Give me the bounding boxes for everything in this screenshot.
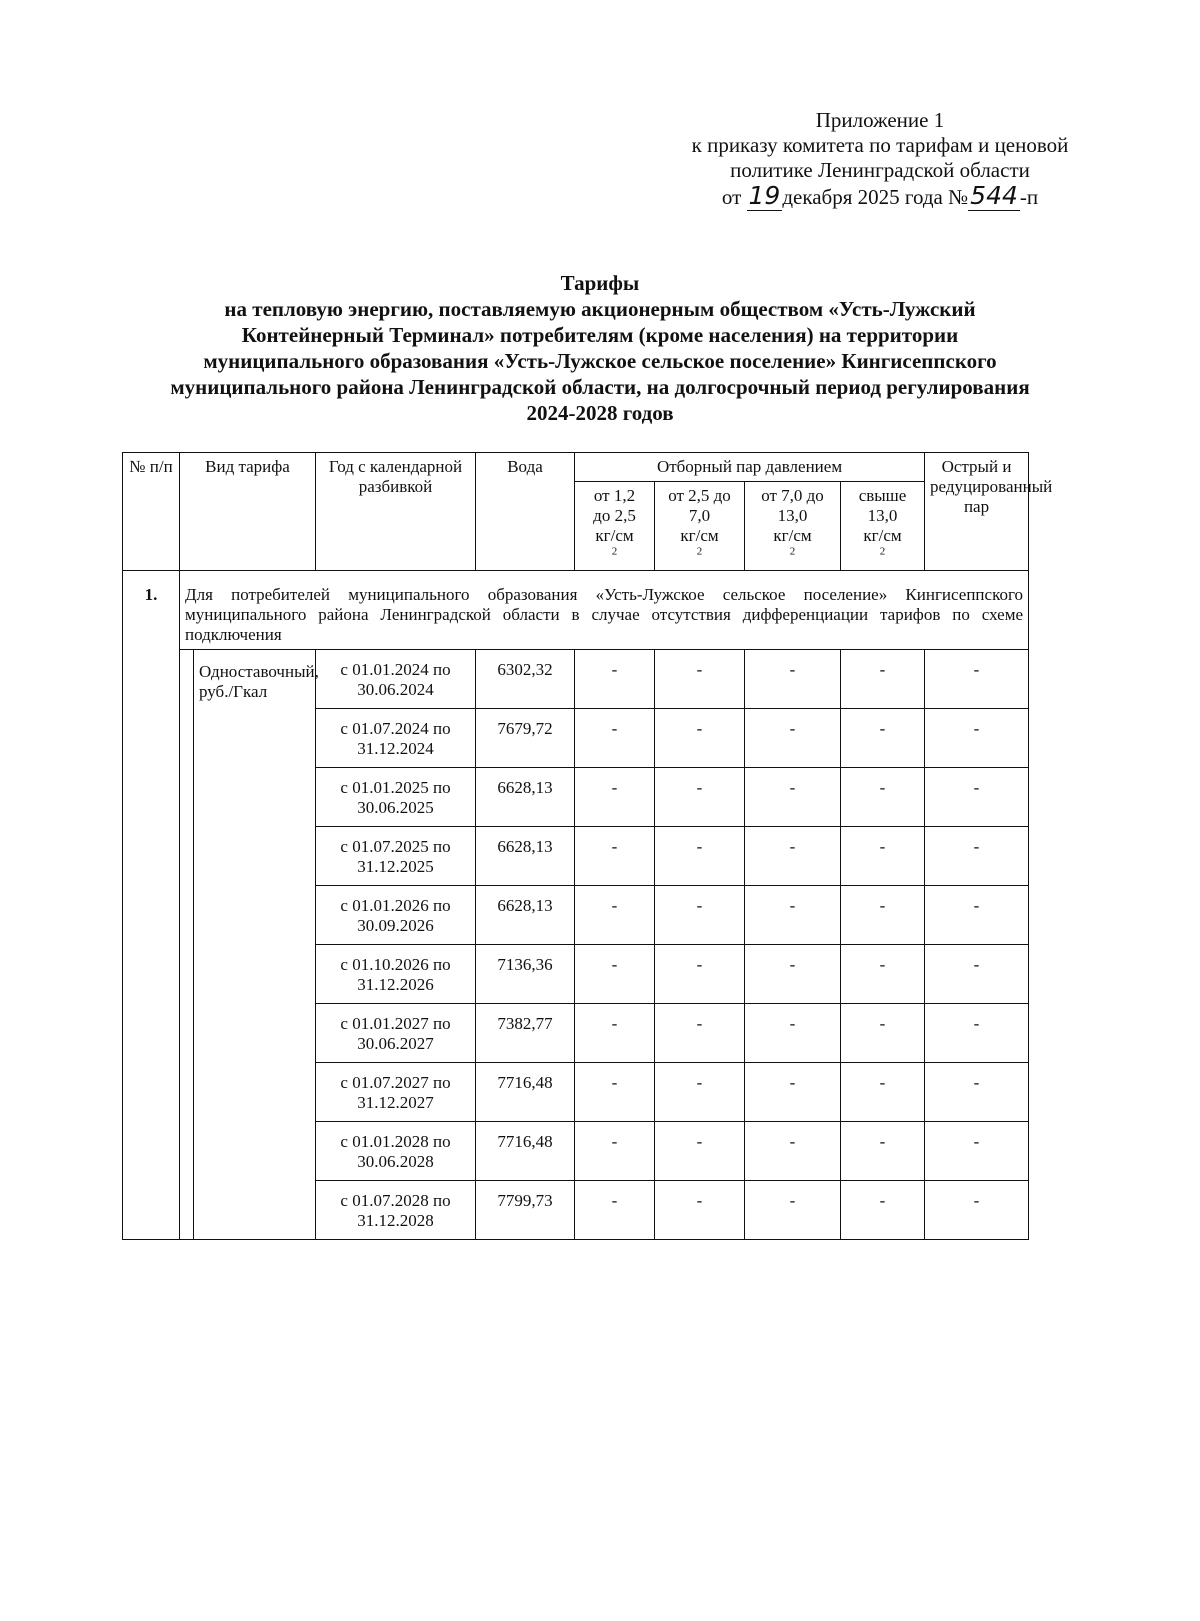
pressure-4-line1: свыше <box>858 486 907 505</box>
empty-value-dash: - <box>841 1181 925 1240</box>
empty-value-dash: - <box>575 945 655 1004</box>
period-line-2: 31.12.2025 <box>357 857 434 876</box>
empty-value-dash: - <box>841 650 925 709</box>
date-prefix: от <box>721 185 742 209</box>
water-value: 7679,72 <box>476 709 575 768</box>
pressure-2-line2: 7,0 <box>688 506 711 525</box>
pressure-2-line1: от 2,5 до <box>668 486 731 505</box>
water-value: 6628,13 <box>476 768 575 827</box>
period-cell <box>316 1122 476 1181</box>
empty-value-dash: - <box>575 768 655 827</box>
pressure-3-sup: 2 <box>789 545 796 558</box>
header-pressure-3 <box>745 482 841 571</box>
appendix-order-line: к приказу комитета по тарифам и ценовой <box>691 133 1069 157</box>
table-row <box>123 650 1029 709</box>
empty-value-dash: - <box>575 709 655 768</box>
date-middle: декабря 2025 года № <box>782 185 969 209</box>
header-water: Вода <box>476 453 575 571</box>
pressure-4-line2: 13,0 <box>867 506 898 525</box>
period-line-2: 31.12.2027 <box>357 1093 434 1112</box>
header-year: Год с календарной разбивкой <box>316 453 476 571</box>
period-line-2: 31.12.2026 <box>357 975 434 994</box>
empty-value-dash: - <box>841 886 925 945</box>
empty-value-dash: - <box>575 827 655 886</box>
empty-value-dash: - <box>745 768 841 827</box>
period-line-2: 30.06.2024 <box>357 680 434 699</box>
water-value: 6628,13 <box>476 827 575 886</box>
empty-value-dash: - <box>925 827 1029 886</box>
empty-value-dash: - <box>745 1122 841 1181</box>
empty-value-dash: - <box>745 650 841 709</box>
empty-value-dash: - <box>745 827 841 886</box>
period-line-1: с 01.07.2028 по <box>340 1191 451 1210</box>
period-line-1: с 01.07.2024 по <box>340 719 451 738</box>
indent-cell <box>180 650 194 1240</box>
tariff-table <box>122 452 1053 1240</box>
empty-value-dash: - <box>575 1181 655 1240</box>
empty-value-dash: - <box>841 709 925 768</box>
period-line-1: с 01.01.2026 по <box>340 896 451 915</box>
empty-value-dash: - <box>655 709 745 768</box>
appendix-title: Приложение 1 <box>815 108 945 132</box>
title-line-2: на тепловую энергию, поставляемую акционерным обществом «Усть-Лужский <box>224 297 976 321</box>
empty-value-dash: - <box>925 1181 1029 1240</box>
handwritten-order-number: 544 <box>970 181 1018 210</box>
number-suffix: -п <box>1019 185 1039 209</box>
header-row-1 <box>123 453 1029 482</box>
pressure-4-sup: 2 <box>879 545 886 558</box>
empty-value-dash: - <box>655 1122 745 1181</box>
empty-value-dash: - <box>925 709 1029 768</box>
period-cell <box>316 709 476 768</box>
group-number: 1. <box>123 571 180 1240</box>
empty-value-dash: - <box>745 1004 841 1063</box>
tariff-type-cell: Одноставочный, руб./Гкал <box>194 650 316 1240</box>
document-title <box>60 270 1140 426</box>
period-line-2: 30.06.2027 <box>357 1034 434 1053</box>
period-line-2: 30.06.2028 <box>357 1152 434 1171</box>
period-line-1: с 01.01.2027 по <box>340 1014 451 1033</box>
empty-value-dash: - <box>841 827 925 886</box>
empty-value-dash: - <box>575 886 655 945</box>
pressure-1-sup: 2 <box>611 545 618 558</box>
empty-value-dash: - <box>575 650 655 709</box>
empty-value-dash: - <box>841 768 925 827</box>
period-line-1: с 01.07.2027 по <box>340 1073 451 1092</box>
period-line-2: 30.09.2026 <box>357 916 434 935</box>
water-value: 7716,48 <box>476 1122 575 1181</box>
period-cell <box>316 827 476 886</box>
header-acute-steam: Острый и редуцированный пар <box>925 453 1029 571</box>
empty-value-dash: - <box>841 1004 925 1063</box>
empty-value-dash: - <box>745 886 841 945</box>
pressure-3-line1: от 7,0 до <box>761 486 824 505</box>
period-line-2: 31.12.2024 <box>357 739 434 758</box>
period-cell <box>316 650 476 709</box>
empty-value-dash: - <box>925 1063 1029 1122</box>
period-cell <box>316 1063 476 1122</box>
pressure-3-unit: кг/см <box>773 526 812 545</box>
header-pressure-1 <box>575 482 655 571</box>
empty-value-dash: - <box>841 1063 925 1122</box>
water-value: 6302,32 <box>476 650 575 709</box>
empty-value-dash: - <box>925 650 1029 709</box>
period-line-1: с 01.01.2024 по <box>340 660 451 679</box>
title-line-6: 2024-2028 годов <box>526 401 674 425</box>
water-value: 7799,73 <box>476 1181 575 1240</box>
pressure-3-line2: 13,0 <box>777 506 808 525</box>
empty-value-dash: - <box>745 1063 841 1122</box>
empty-value-dash: - <box>745 1181 841 1240</box>
period-cell <box>316 886 476 945</box>
pressure-2-unit: кг/см <box>680 526 719 545</box>
period-line-1: с 01.01.2028 по <box>340 1132 451 1151</box>
water-value: 7136,36 <box>476 945 575 1004</box>
period-cell <box>316 945 476 1004</box>
header-pressure-2 <box>655 482 745 571</box>
empty-value-dash: - <box>925 768 1029 827</box>
pressure-1-unit: кг/см <box>595 526 634 545</box>
appendix-header <box>640 108 1120 210</box>
period-cell <box>316 768 476 827</box>
empty-value-dash: - <box>925 1004 1029 1063</box>
header-steam-group: Отборный пар давлением <box>575 453 925 482</box>
empty-value-dash: - <box>575 1004 655 1063</box>
empty-value-dash: - <box>925 945 1029 1004</box>
water-value: 7716,48 <box>476 1063 575 1122</box>
header-pressure-4 <box>841 482 925 571</box>
empty-value-dash: - <box>655 650 745 709</box>
appendix-committee-line: политике Ленинградской области <box>730 158 1030 182</box>
pressure-1-line2: до 2,5 <box>593 506 636 525</box>
handwritten-day: 19 <box>748 181 781 210</box>
header-tariff-type: Вид тарифа <box>180 453 316 571</box>
period-line-2: 30.06.2025 <box>357 798 434 817</box>
period-line-2: 31.12.2028 <box>357 1211 434 1230</box>
period-line-1: с 01.10.2026 по <box>340 955 451 974</box>
empty-value-dash: - <box>745 945 841 1004</box>
title-line-4: муниципального образования «Усть-Лужское сельское поселение» Кингисеппского <box>203 349 997 373</box>
period-cell <box>316 1181 476 1240</box>
empty-value-dash: - <box>841 1122 925 1181</box>
empty-value-dash: - <box>655 768 745 827</box>
empty-value-dash: - <box>841 945 925 1004</box>
period-cell <box>316 1004 476 1063</box>
period-line-1: с 01.01.2025 по <box>340 778 451 797</box>
title-line-5: муниципального района Ленинградской области, на долгосрочный период регулирования <box>170 375 1030 399</box>
empty-value-dash: - <box>655 827 745 886</box>
empty-value-dash: - <box>655 1063 745 1122</box>
empty-value-dash: - <box>925 1122 1029 1181</box>
empty-value-dash: - <box>575 1063 655 1122</box>
water-value: 7382,77 <box>476 1004 575 1063</box>
group-row <box>123 571 1029 650</box>
pressure-1-line1: от 1,2 <box>593 486 636 505</box>
title-line-3: Контейнерный Терминал» потребителям (кроме населения) на территории <box>241 323 959 347</box>
empty-value-dash: - <box>655 945 745 1004</box>
water-value: 6628,13 <box>476 886 575 945</box>
empty-value-dash: - <box>655 1181 745 1240</box>
empty-value-dash: - <box>655 1004 745 1063</box>
appendix-date-line <box>640 183 1120 210</box>
title-line-1: Тарифы <box>560 271 640 295</box>
header-num: № п/п <box>123 453 180 571</box>
group-description: Для потребителей муниципального образования «Усть-Лужское сельское поселение» Кингисеппского муниципального района Ленинградской области в случае отсутствия дифференциации тарифов по схеме подключения <box>180 571 1029 650</box>
empty-value-dash: - <box>575 1122 655 1181</box>
empty-value-dash: - <box>655 886 745 945</box>
empty-value-dash: - <box>925 886 1029 945</box>
pressure-4-unit: кг/см <box>863 526 902 545</box>
pressure-2-sup: 2 <box>696 545 703 558</box>
empty-value-dash: - <box>745 709 841 768</box>
period-line-1: с 01.07.2025 по <box>340 837 451 856</box>
